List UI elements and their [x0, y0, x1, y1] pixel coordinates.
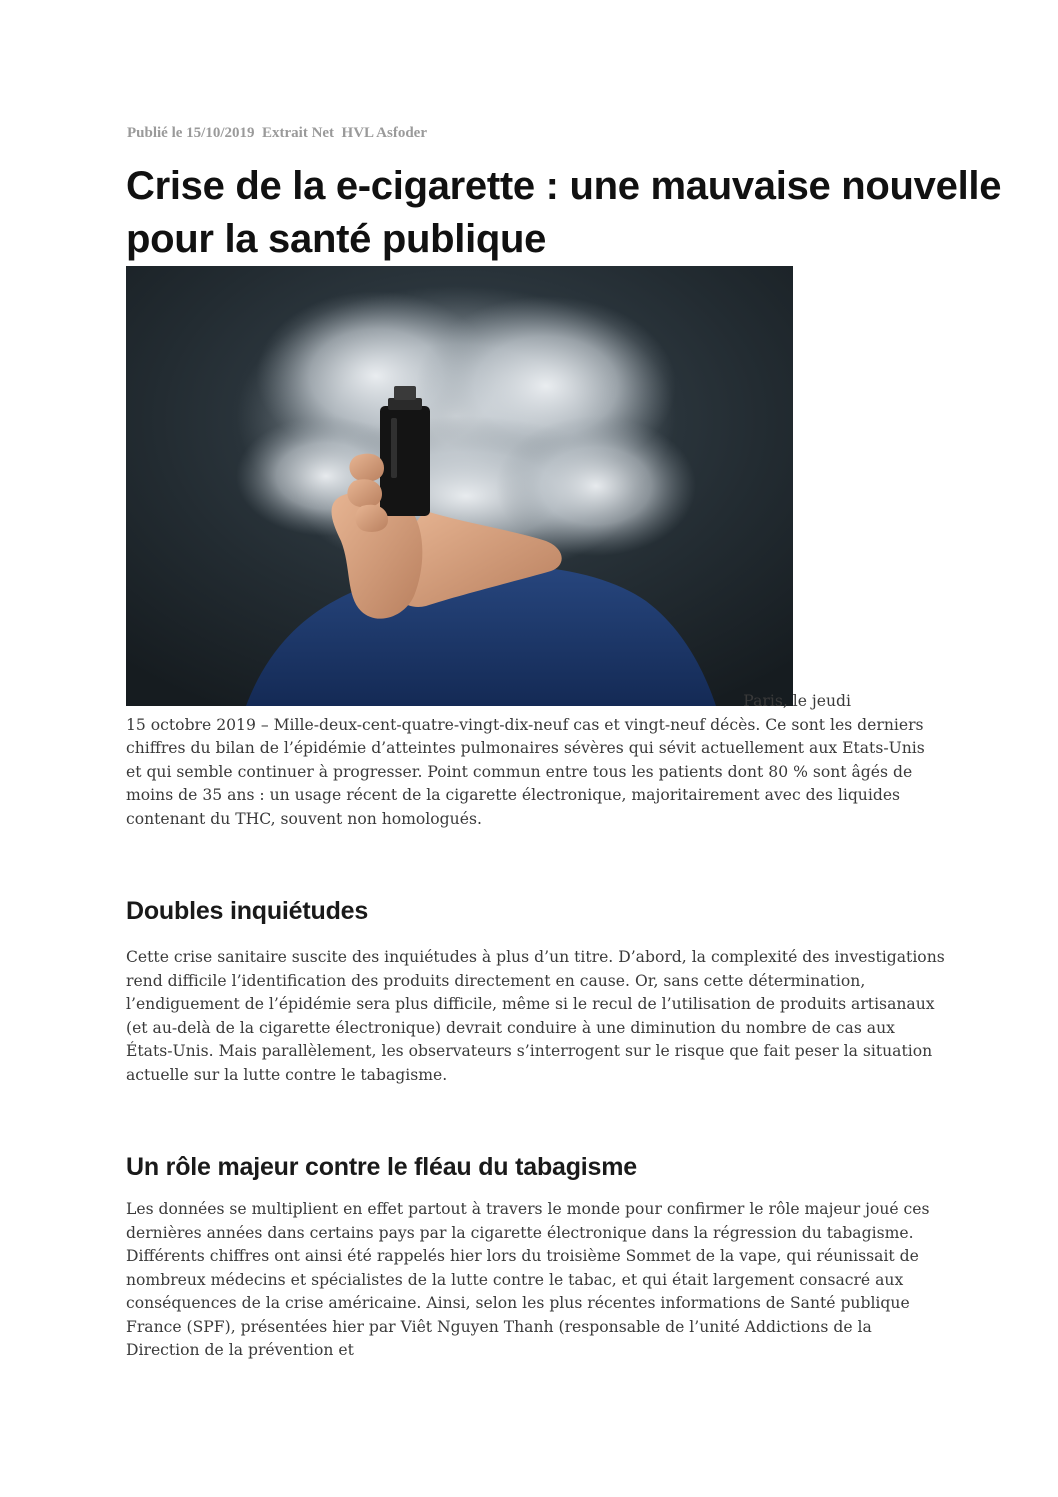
section-paragraph-role-majeur: Les données se multiplient en effet partout à travers le monde pour confirmer le rôle majeur joué ces dernières années dans certains pays par la cigarette électronique dans la régression du tabagisme. Différents chiffres ont ainsi été rappelés hier lors du troisième Sommet de la vape, qui réunissait de nombreux médecins et spécialistes de la lutte contre le tabac, et qui était largement consacré aux conséquences de la crise américaine. Ainsi, selon les plus récentes informations de Santé publique France (SPF), présentées hier par Viêt Nguyen Thanh (responsable de l’unité Addictions de la Direction de la prévention et — [126, 1200, 930, 1359]
intro-dateline: Paris, le jeudi — [743, 692, 851, 710]
section-paragraph-doubles-inquietudes: Cette crise sanitaire suscite des inquiétudes à plus d’un titre. D’abord, la complexité des investigations rend difficile l’identification des produits directement en cause. Or, sans cette détermination, l’endiguement de l’épidémie sera plus difficile, même si le recul de l’utilisation de produits artisanaux (et au-delà de la cigarette électronique) devrait conduire à une diminution du nombre de cas aux États-Unis. Mais parallèlement, les observateurs s’interrogent sur le risque que fait peser la situation actuelle sur la lutte contre le tabagisme. — [126, 948, 945, 1084]
section-heading-doubles-inquietudes: Doubles inquiétudes — [126, 897, 369, 925]
publication-meta: Publié le 15/10/2019 Extrait Net HVL Asfoder — [127, 125, 427, 141]
intro-text: 15 octobre 2019 – Mille-deux-cent-quatre-vingt-dix-neuf cas et vingt-neuf décès. Ce sont les derniers chiffres du bilan de l’épidémie d’atteintes pulmonaires sévères qui sévit actuellement aux Etats-Unis et qui semble continuer à progresser. Point commun entre tous les patients dont 80 % sont âgés de moins de 35 ans : un usage récent de la cigarette électronique, majoritairement avec des liquides contenant du THC, souvent non homologués. — [126, 715, 925, 828]
intro-paragraph — [126, 690, 926, 831]
section-heading-role-majeur: Un rôle majeur contre le fléau du tabagisme — [126, 1153, 637, 1181]
article-photo — [126, 266, 793, 706]
article-title: Crise de la e-cigarette : une mauvaise nouvelle pour la santé publique — [126, 164, 1002, 261]
vape-smoke-illustration — [126, 266, 793, 706]
